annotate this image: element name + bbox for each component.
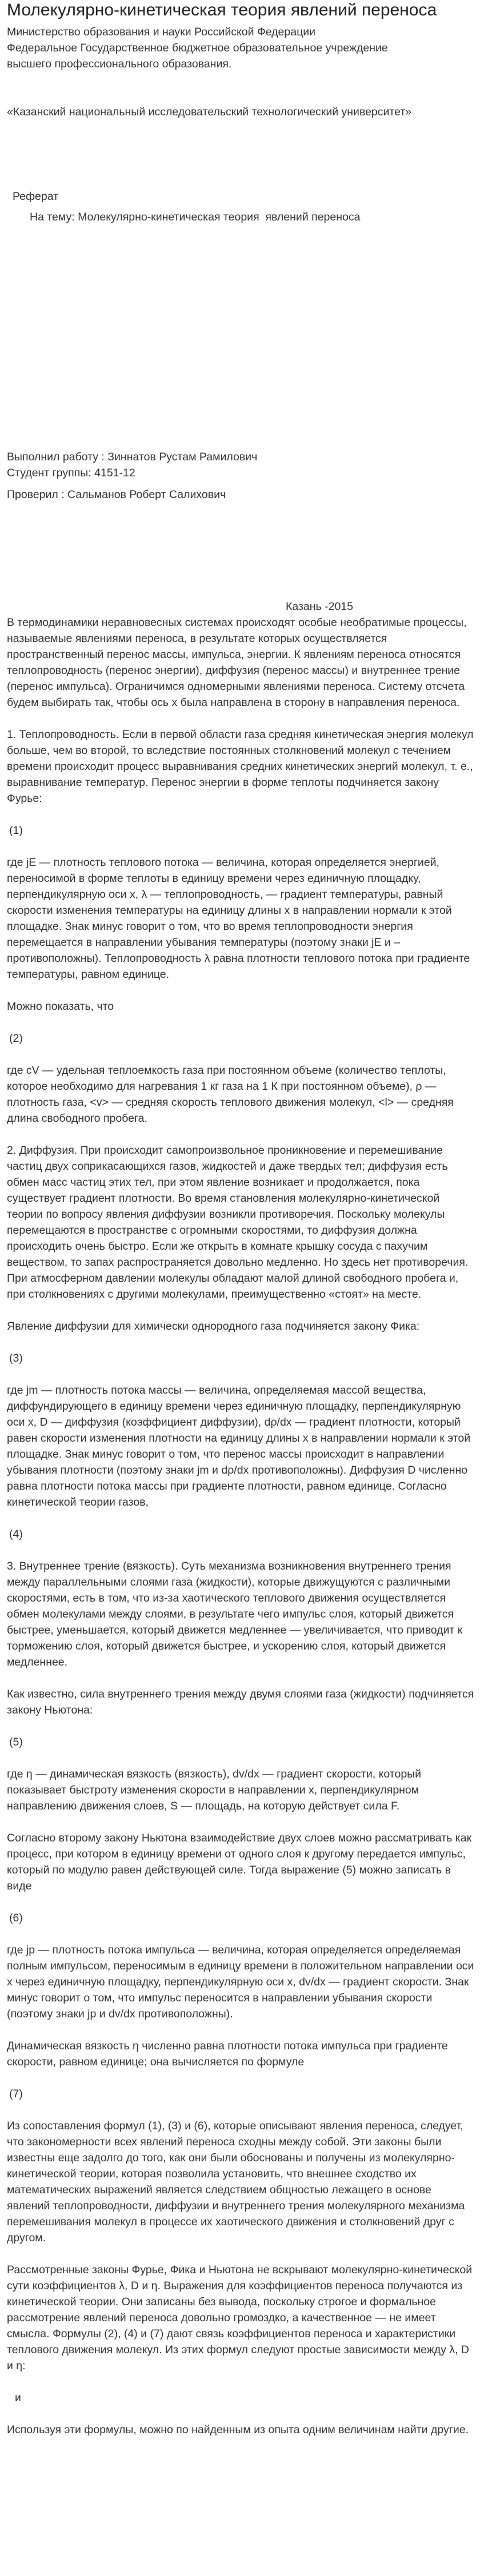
momentum-flux-definition: где jp — плотность потока импульса — величина, которая определяется определяемая полным импульсом, переносимым в единицу времени в положительном направлении оси x через единичную площадку, перпендикулярную оси x, dv/dx — градиент скорости. Знак минус говорит о том, что импульс переносится в направлении убывания скорости (поэтому знаки jp и dv/dx противоположны).	[7, 1944, 477, 2020]
viscosity-definition: где η — динамическая вязкость (вязкость), dv/dx — градиент скорости, который показывает быстроту изменения скорости в направлении x, перпендикулярном направлению движения слоев, S — площадь, на которую действует сила F.	[7, 1768, 425, 1812]
can-show-line: Можно показать, что	[7, 1000, 114, 1013]
equation-2-label: (2)	[9, 1032, 23, 1045]
reviewer-line: Проверил : Сальманов Роберт Салихович	[7, 488, 226, 501]
equation-1-label: (1)	[9, 824, 23, 837]
equation-4-label: (4)	[9, 1528, 23, 1540]
university-name: «Казанский национальный исследовательский технологический университет»	[7, 106, 412, 118]
heat-capacity-definition: где cV — удельная теплоемкость газа при постоянном объеме (количество теплоты, которое необходимо для нагревания 1 кг газа на 1 К при постоянном объеме), ρ — плотность газа, <v> — средняя скорость теплового движения молекул, <l> — средняя длина свободного пробега.	[7, 1064, 457, 1125]
mass-flux-definition: где jm — плотность потока массы — величина, определяемая массой вещества, диффундирующего в единицу времени через единичную площадку, перпендикулярную оси x, D — диффузия (коэффициент диффузии), dρ/dx — градиент плотности, который равен скорости изменения плотности на единицу длины х в направлении нормали к этой площадке. Знак минус говорит о том, что перенос массы происходит в направлении убывания плотности (поэтому знаки jm и dρ/dx противоположны). Диффузия D численно равна плотности потока массы при градиенте плотности, равном единице. Согласно кинетической теории газов,	[7, 1384, 474, 1508]
and-line: и	[15, 2392, 21, 2404]
newton-second-law-paragraph: Согласно второму закону Ньютона взаимодействие двух слоев можно рассматривать как процесс, при котором в единицу времени от одного слоя к другому передается импульс, который по модулю равен действующей силе. Тогда выражение (5) можно записать в виде	[7, 1832, 475, 1892]
equation-5-label: (5)	[9, 1736, 23, 1748]
transport-coefficients-paragraph: Рассмотренные законы Фурье, Фика и Ньютона не вскрывают молекулярно-кинетической сути коэффициентов λ, D и η. Выражения для коэффициентов переноса получаются из кинетической теории. Они записаны без вывода, поскольку строгое и формальное рассмотрение явлений переноса довольно громоздко, а качественное — не имеет смысла. Формулы (2), (4) и (7) дают связь коэффициентов переноса и характеристики теплового движения молекул. Из этих формул следуют простые зависимости между λ, D и η:	[7, 2264, 475, 2372]
fick-law-line: Явление диффузии для химически однородного газа подчиняется закону Фика:	[7, 1320, 420, 1333]
dynamic-viscosity-paragraph: Динамическая вязкость η численно равна плотности потока импульса при градиенте скорости, равном единице; она вычисляется по формуле	[7, 2040, 451, 2068]
author-line: Выполнил работу : Зиннатов Рустам Рамилович	[7, 451, 258, 463]
document-title: Молекулярно-кинетическая теория явлений переноса	[7, 1, 437, 19]
city-year: Казань -2015	[286, 600, 353, 613]
closing-paragraph: Используя эти формулы, можно по найденным из опыта одним величинам найти другие.	[7, 2423, 469, 2436]
newton-law-line: Как известно, сила внутреннего трения между двумя слоями газа (жидкости) подчиняется закону Ньютона:	[7, 1688, 477, 1716]
group-line: Студент группы: 4151-12	[7, 467, 135, 479]
education-level-line: высшего профессионального образования.	[7, 58, 232, 70]
equation-6-label: (6)	[9, 1912, 23, 1924]
intro-paragraph: В термодинамики неравновесных системах происходят особые необратимые процессы, называемые явлениями переноса, в результате которых осуществляется пространственный перенос массы, импульса, энергии. К явлениям переноса относятся теплопроводность (перенос энергии), диффузия (перенос массы) и внутреннее трение (перенос импульса). Ограничимся одномерными явлениями переноса. Систему отсчета будем выбирать так, чтобы ось x была направлена в сторону в направления переноса.	[7, 616, 470, 709]
internal-friction-paragraph: 3. Внутреннее трение (вязкость). Суть механизма возникновения внутреннего трения между параллельными слоями газа (жидкости), которые движущуются с различными скоростями, есть в том, что из-за хаотического теплового движения осуществляется обмен молекулами между слоями, в результате чего импульс слоя, который движется быстрее, уменьшается, который движется медленнее — увеличивается, что приводит к торможению слоя, который движется быстрее, и ускорению слоя, который движется медленнее.	[7, 1560, 466, 1668]
topic-line: На тему: Молекулярно-кинетическая теория явлений переноса	[30, 211, 361, 223]
heat-flux-definition: где jE — плотность теплового потока — величина, которая определяется энергией, переносимой в форме теплоты в единицу времени через единичную площадку, перпендикулярную оси х, λ — теплопроводность, — градиент температуры, равный скорости изменения температуры на единицу длины х в направлении нормали к этой площадке. Знак минус говорит о том, что во время теплопроводности энергия перемещается в направлении убывания температуры (поэтому знаки jE и – противоположны). Теплопроводность λ равна плотности теплового потока при градиенте температуры, равном единице.	[7, 856, 473, 981]
comparison-paragraph: Из сопоставления формул (1), (3) и (6), которые описывают явления переноса, следует, что закономерности всех явлений переноса сходны между собой. Эти законы были известны еще задолго до того, как они были обоснованы и получены из молекулярно-кинетической теории, которая позволила установить, что внешнее сходство их математических выражений является следствием общностью лежащего в основе явлений теплопроводности, диффузии и внутреннего трения молекулярного механизма перемешивания молекул в процессе их хаотического движения и столкновений друг с другом.	[7, 2120, 468, 2244]
institution-type-line: Федеральное Государственное бюджетное образовательное учреждение	[7, 42, 388, 54]
diffusion-paragraph: 2. Диффузия. При происходит самопроизвольное проникновение и перемешивание частиц двух соприкасающихся газов, жидкостей и даже твердых тел; диффузия есть обмен масс частиц этих тел, при этом явление возникает и продолжается, пока существует градиент плотности. Во время становления молекулярно-кинетической теории по вопросу явления диффузии возникли противоречия. Поскольку молекулы перемещаются в пространстве с огромными скоростями, то диффузия должна происходить очень быстро. Если же открыть в комнате крышку сосуда с пахучим веществом, то запах распространяется довольно медленно. Но здесь нет противоречия. При атмосферном давлении молекулы обладают малой длиной свободного пробега и, при столкновениях с другими молекулами, преимущественно «стоят» на месте.	[7, 1144, 471, 1301]
equation-3-label: (3)	[9, 1352, 23, 1365]
ministry-line: Министерство образования и науки Российской Федерации	[7, 26, 316, 38]
equation-7-label: (7)	[9, 2088, 23, 2100]
abstract-label: Реферат	[13, 190, 59, 203]
heat-conduction-paragraph: 1. Теплопроводность. Если в первой области газа средняя кинетическая энергия молекул больше, чем во второй, то вследствие постоянных столкновений молекул с течением времени происходит процесс выравнивания средних кинетических энергий молекул, т. е., выравнивание температур. Перенос энергии в форме теплоты подчиняется закону Фурье:	[7, 728, 477, 805]
